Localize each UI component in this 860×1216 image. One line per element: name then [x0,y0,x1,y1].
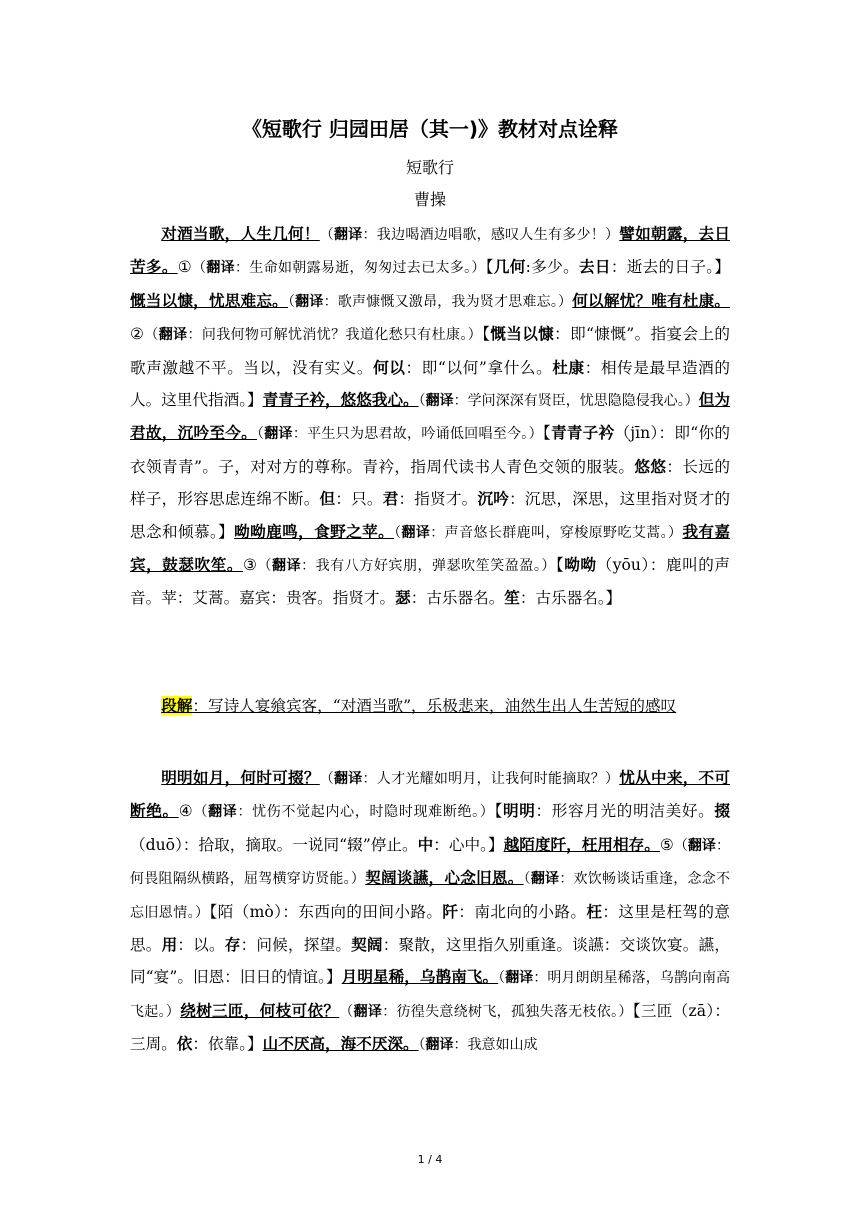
translation: （翻译：平生只为思君故，吟诵低回唱至今。） [256,426,543,443]
verse: 慨当以慷，忧思难忘。 [130,290,288,310]
annotation: 【慨当以慷：即“慷慨”。指宴会上的歌声激越不平。当以，没有实义。何以：即“以何”拿什么。杜康：相传是最早造酒的人。这里代指酒。】 [130,324,731,410]
annotation: 【几何:多少。去日：逝去的日子。】 [485,257,730,277]
verse: 青青子衿，悠悠我心。 [262,390,419,410]
verse: 月明星稀，乌鹊南飞。 [341,967,499,987]
verse: 忧从中来，不可断绝。 [130,768,730,821]
translation: （翻译：人才光耀如明月，让我何时能摘取？） [319,771,620,787]
verse: 呦呦鹿鸣，食野之苹。 [234,521,395,541]
annotation: 【明明：形容月光的明洁美好。掇（duō）：拾取，摘取。一说同“辍”停止。中：心中。】 [130,801,730,854]
annotation: 【青青子衿（jīn）：即“你的衣领青青”。子，对对方的尊称。青衿，指周代读书人青色交领的服装。悠悠：长远的样子，形容思虑连绵不断。但：只。君：指贤才。沉吟：沉思，深思，这里指对贤才的思念和倾慕。】 [130,423,730,541]
translation: （翻译：彷徨失意绕树飞，孤独失落无枝依。） [339,1003,633,1020]
page-number: 1 / 4 [417,1153,443,1166]
footnote-marker: ③ [242,556,258,575]
translation: （翻译：我有八方好宾朋，弹瑟吹笙笑盈盈。） [257,558,556,575]
verse: 但为君故，沉吟至今。 [130,390,730,443]
verse: 绕树三匝，何枝可依？ [180,1000,340,1020]
annotation: 【陌（mò）：东西向的田间小路。阡：南北向的小路。枉：这里是枉驾的意思。用：以。存：问候，探望。契阔：聚散，这里指久别重逢。谈讌：交谈饮宴。讌，同“宴”。旧恩：旧日的情谊。】 [130,901,730,987]
translation: （翻译：何畏阻隔纵横路，屈驾横穿访贤能。） [130,837,730,888]
annotation: 【三匝（zā）：三周。依：依靠。】 [130,1001,731,1054]
translation: （翻译：问我何物可解忧消忧？我道化愁只有杜康。） [144,327,483,344]
paragraph-2 [130,762,730,1062]
translation: （翻译：忧伤不觉起内心，时隐时现难断绝。） [193,804,495,821]
translation: （翻译：生命如朝露易逝，匆匆过去已太多。） [192,260,486,277]
annotation: 【呦呦（yōu）：鹿叫的声音。苹：艾蒿。嘉宾：贵客。指贤才。瑟：古乐器名。笙：古乐器名。】 [130,555,730,608]
verse: 我有嘉宾，鼓瑟吹笙。 [130,521,731,575]
translation: （翻译：我意如山成 [418,1037,538,1054]
verse: 契阔谈讌，心念旧恩。 [365,868,524,888]
translation: （翻译：欢饮畅谈话重逢，念念不忘旧恩情。） [130,871,731,921]
footnote-marker: ⑤ [659,835,674,854]
footnote-marker: ① [177,258,193,277]
poem-title: 短歌行 [405,158,454,177]
verse: 山不厌高，海不厌深。 [262,1034,419,1054]
translation: （翻译：学问深深有贤臣，忧思隐隐侵我心。） [418,393,699,410]
verse: 对酒当歌，人生几何！ [161,224,320,243]
document-title: 《短歌行 归园田居（其一)》教材对点诠释 [241,117,619,141]
summary-text: ：写诗人宴飨宾客，“对酒当歌”，乐极悲来，油然生出人生苦短的感叹 [192,697,677,715]
translation: （翻译：歌声慷慨又激昂，我为贤才思难忘。） [287,293,573,310]
translation: （翻译：声音悠长群鹿叫，穿梭原野吃艾蒿。） [394,524,683,541]
translation: （翻译：我边喝酒边唱歌，感叹人生有多少！） [319,227,620,243]
summary-label: 段解 [161,696,193,715]
verse: 越陌度阡，枉用相存。 [503,834,660,854]
paragraph-1 [130,218,730,615]
paragraph-summary [130,690,730,722]
translation: （翻译：明月朗朗星稀落，乌鹊向南高飞起。） [130,970,730,1020]
verse: 明明如月，何时可掇？ [161,768,320,787]
footnote-marker: ④ [178,802,194,821]
poem-author: 曹操 [413,190,446,209]
verse: 譬如朝露，去日苦多。 [130,224,730,277]
footnote-marker: ② [130,325,145,344]
verse: 何以解忧？唯有杜康。 [572,290,730,310]
